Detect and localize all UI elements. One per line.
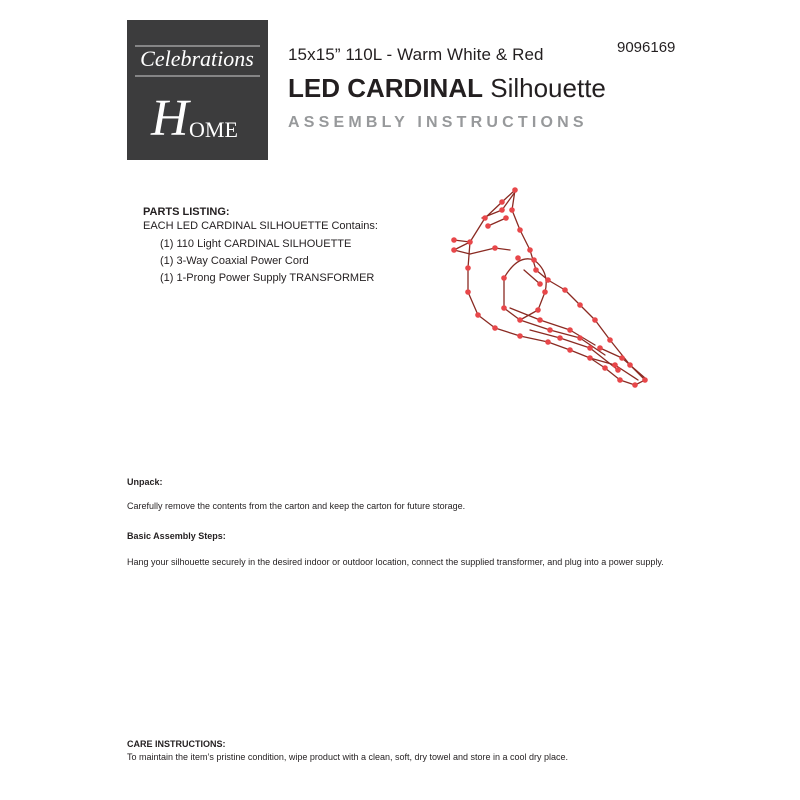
assembly-steps-heading: Basic Assembly Steps:	[127, 531, 226, 541]
unpack-text: Carefully remove the contents from the carton and keep the carton for future storage.	[127, 501, 466, 511]
assembly-instructions-heading: ASSEMBLY INSTRUCTIONS	[288, 114, 588, 131]
parts-heading: PARTS LISTING:	[143, 206, 230, 218]
parts-list-item: (1) 1-Prong Power Supply TRANSFORMER	[160, 272, 375, 284]
brand-line2-initial: H	[151, 90, 189, 147]
brand-line2-rest: OME	[189, 117, 238, 142]
parts-list-item: (1) 3-Way Coaxial Power Cord	[160, 255, 309, 267]
parts-list	[160, 236, 378, 287]
care-text: To maintain the item’s pristine condition, wipe product with a clean, soft, dry towel and store in a cool dry place.	[127, 752, 569, 762]
parts-list-item: (1) 110 Light CARDINAL SILHOUETTE	[160, 238, 352, 250]
product-subtitle: 15x15” 110L - Warm White & Red	[288, 45, 544, 64]
unpack-heading: Unpack:	[127, 477, 163, 487]
cardinal-silhouette-illustration	[440, 180, 660, 400]
brand-logo	[127, 20, 268, 160]
assembly-steps-text: Hang your silhouette securely in the desired indoor or outdoor location, connect the supplied transformer, and plug into a power supply.	[127, 557, 664, 567]
product-title	[288, 73, 606, 104]
product-title-bold: LED CARDINAL	[288, 73, 483, 103]
product-sku: 9096169	[617, 39, 676, 56]
parts-listing	[143, 205, 378, 287]
product-title-light: Silhouette	[490, 73, 606, 103]
brand-line1: Celebrations	[140, 46, 254, 71]
parts-intro: EACH LED CARDINAL SILHOUETTE Contains:	[143, 220, 378, 232]
care-heading: CARE INSTRUCTIONS:	[127, 739, 226, 749]
